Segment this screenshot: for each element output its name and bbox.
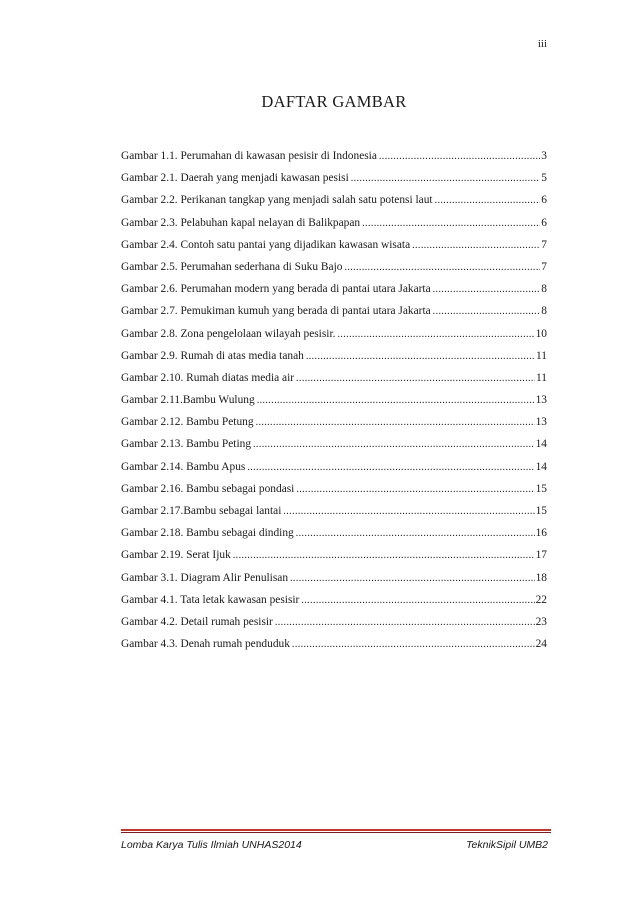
- footer-right-text: TeknikSipil UMB2: [466, 839, 548, 851]
- figure-entry-label: Gambar 4.1. Tata letak kawasan pesisir: [121, 593, 300, 606]
- figure-entry-label: Gambar 2.13. Bambu Peting: [121, 438, 252, 451]
- footer-rule: [121, 829, 551, 831]
- figure-entry-page: 8: [541, 305, 547, 318]
- figure-entry[interactable]: [121, 305, 547, 327]
- figure-entry[interactable]: [121, 239, 547, 261]
- dot-leader: [301, 595, 534, 606]
- figure-entry-page: 15: [535, 505, 547, 517]
- figure-entry-page: 11: [536, 371, 547, 384]
- dot-leader: [337, 329, 534, 340]
- dot-leader: [283, 506, 534, 517]
- figure-entry-page: 8: [541, 283, 547, 296]
- figure-entry[interactable]: [121, 328, 547, 350]
- figure-entry-page: 17: [535, 549, 547, 562]
- figure-entry-label: Gambar 2.4. Contoh satu pantai yang dijadikan kawasan wisata: [121, 238, 411, 251]
- figure-entry[interactable]: [121, 572, 547, 594]
- figure-list: [121, 150, 547, 660]
- figure-entry-page: 16: [535, 527, 547, 540]
- figure-entry[interactable]: [121, 172, 547, 194]
- figure-entry-label: Gambar 2.6. Perumahan modern yang berada di pantai utara Jakarta: [121, 283, 431, 296]
- figure-entry-page: 24: [535, 638, 547, 651]
- figure-entry[interactable]: [121, 194, 547, 216]
- figure-entry[interactable]: [121, 217, 547, 239]
- figure-entry-label: Gambar 2.10. Rumah diatas media air: [121, 371, 295, 384]
- dot-leader: [233, 550, 535, 561]
- dot-leader: [306, 351, 535, 362]
- figure-entry-label: Gambar 2.16. Bambu sebagai pondasi: [121, 482, 295, 495]
- figure-entry[interactable]: [121, 483, 547, 505]
- figure-entry-page: 5: [541, 172, 547, 185]
- dot-leader: [296, 528, 535, 539]
- figure-entry-label: Gambar 2.5. Perumahan sederhana di Suku Bajo: [121, 260, 343, 273]
- page-number: iii: [537, 38, 547, 50]
- dot-leader: [296, 484, 534, 495]
- dot-leader: [344, 262, 540, 273]
- dot-leader: [435, 195, 541, 206]
- footer-rule-shadow: [121, 832, 551, 833]
- figure-entry-label: Gambar 2.11.Bambu Wulung: [121, 394, 255, 407]
- dot-leader: [256, 417, 535, 428]
- figure-entry-page: 11: [536, 349, 547, 362]
- dot-leader: [379, 151, 540, 162]
- figure-entry-label: Gambar 2.9. Rumah di atas media tanah: [121, 349, 304, 362]
- figure-entry-label: Gambar 2.18. Bambu sebagai dinding: [121, 527, 294, 540]
- figure-entry-label: Gambar 2.14. Bambu Apus: [121, 460, 246, 473]
- figure-entry-page: 6: [541, 216, 547, 229]
- dot-leader: [275, 617, 535, 628]
- figure-entry-label: Gambar 4.2. Detail rumah pesisir: [121, 615, 273, 628]
- figure-entry[interactable]: [121, 505, 547, 527]
- dot-leader: [433, 284, 541, 295]
- figure-entry-page: 23: [535, 615, 547, 628]
- figure-entry-label: Gambar 2.2. Perikanan tangkap yang menjadi salah satu potensi laut: [121, 194, 433, 207]
- figure-entry[interactable]: [121, 416, 547, 438]
- figure-entry[interactable]: [121, 283, 547, 305]
- figure-entry-label: Gambar 2.19. Serat Ijuk: [121, 549, 231, 562]
- page-title: DAFTAR GAMBAR: [261, 92, 407, 111]
- figure-entry[interactable]: [121, 150, 547, 172]
- dot-leader: [362, 218, 540, 229]
- figure-entry[interactable]: [121, 527, 547, 549]
- dot-leader: [247, 462, 534, 473]
- figure-entry[interactable]: [121, 372, 547, 394]
- figure-entry-page: 13: [535, 416, 547, 429]
- dot-leader: [351, 173, 541, 184]
- figure-entry-label: Gambar 1.1. Perumahan di kawasan pesisir di Indonesia: [121, 150, 377, 162]
- figure-entry-label: Gambar 2.7. Pemukiman kumuh yang berada di pantai utara Jakarta: [121, 305, 431, 318]
- figure-entry-page: 13: [535, 394, 547, 407]
- dot-leader: [257, 395, 535, 406]
- figure-entry-page: 14: [535, 460, 547, 473]
- figure-entry[interactable]: [121, 261, 547, 283]
- figure-entry[interactable]: [121, 549, 547, 571]
- figure-entry-page: 7: [541, 260, 547, 273]
- figure-entry-label: Gambar 2.3. Pelabuhan kapal nelayan di Balikpapan: [121, 216, 361, 229]
- figure-entry-page: 14: [535, 438, 547, 451]
- figure-entry-page: 3: [541, 150, 547, 162]
- figure-entry[interactable]: [121, 638, 547, 660]
- figure-entry-page: 10: [535, 327, 547, 340]
- dot-leader: [292, 639, 535, 650]
- dot-leader: [296, 373, 535, 384]
- figure-entry[interactable]: [121, 461, 547, 483]
- figure-entry[interactable]: [121, 438, 547, 460]
- figure-entry-page: 7: [541, 238, 547, 251]
- figure-entry-label: Gambar 2.17.Bambu sebagai lantai: [121, 505, 282, 517]
- dot-leader: [433, 306, 541, 317]
- figure-entry-page: 22: [535, 593, 547, 606]
- dot-leader: [253, 439, 535, 450]
- figure-entry-label: Gambar 2.1. Daerah yang menjadi kawasan pesisi: [121, 172, 349, 185]
- figure-entry-label: Gambar 3.1. Diagram Alir Penulisan: [121, 571, 289, 584]
- figure-entry-label: Gambar 2.8. Zona pengelolaan wilayah pesisir.: [121, 327, 336, 340]
- figure-entry-label: Gambar 2.12. Bambu Petung: [121, 416, 254, 429]
- dot-leader: [412, 240, 540, 251]
- figure-entry[interactable]: [121, 594, 547, 616]
- figure-entry[interactable]: [121, 394, 547, 416]
- figure-entry-page: 6: [541, 194, 547, 207]
- dot-leader: [290, 573, 535, 584]
- figure-entry-label: Gambar 4.3. Denah rumah penduduk: [121, 638, 290, 651]
- figure-entry[interactable]: [121, 350, 547, 372]
- figure-entry-page: 15: [535, 482, 547, 495]
- footer-left-text: Lomba Karya Tulis Ilmiah UNHAS2014: [121, 839, 302, 851]
- figure-entry[interactable]: [121, 616, 547, 638]
- figure-entry-page: 18: [535, 571, 547, 584]
